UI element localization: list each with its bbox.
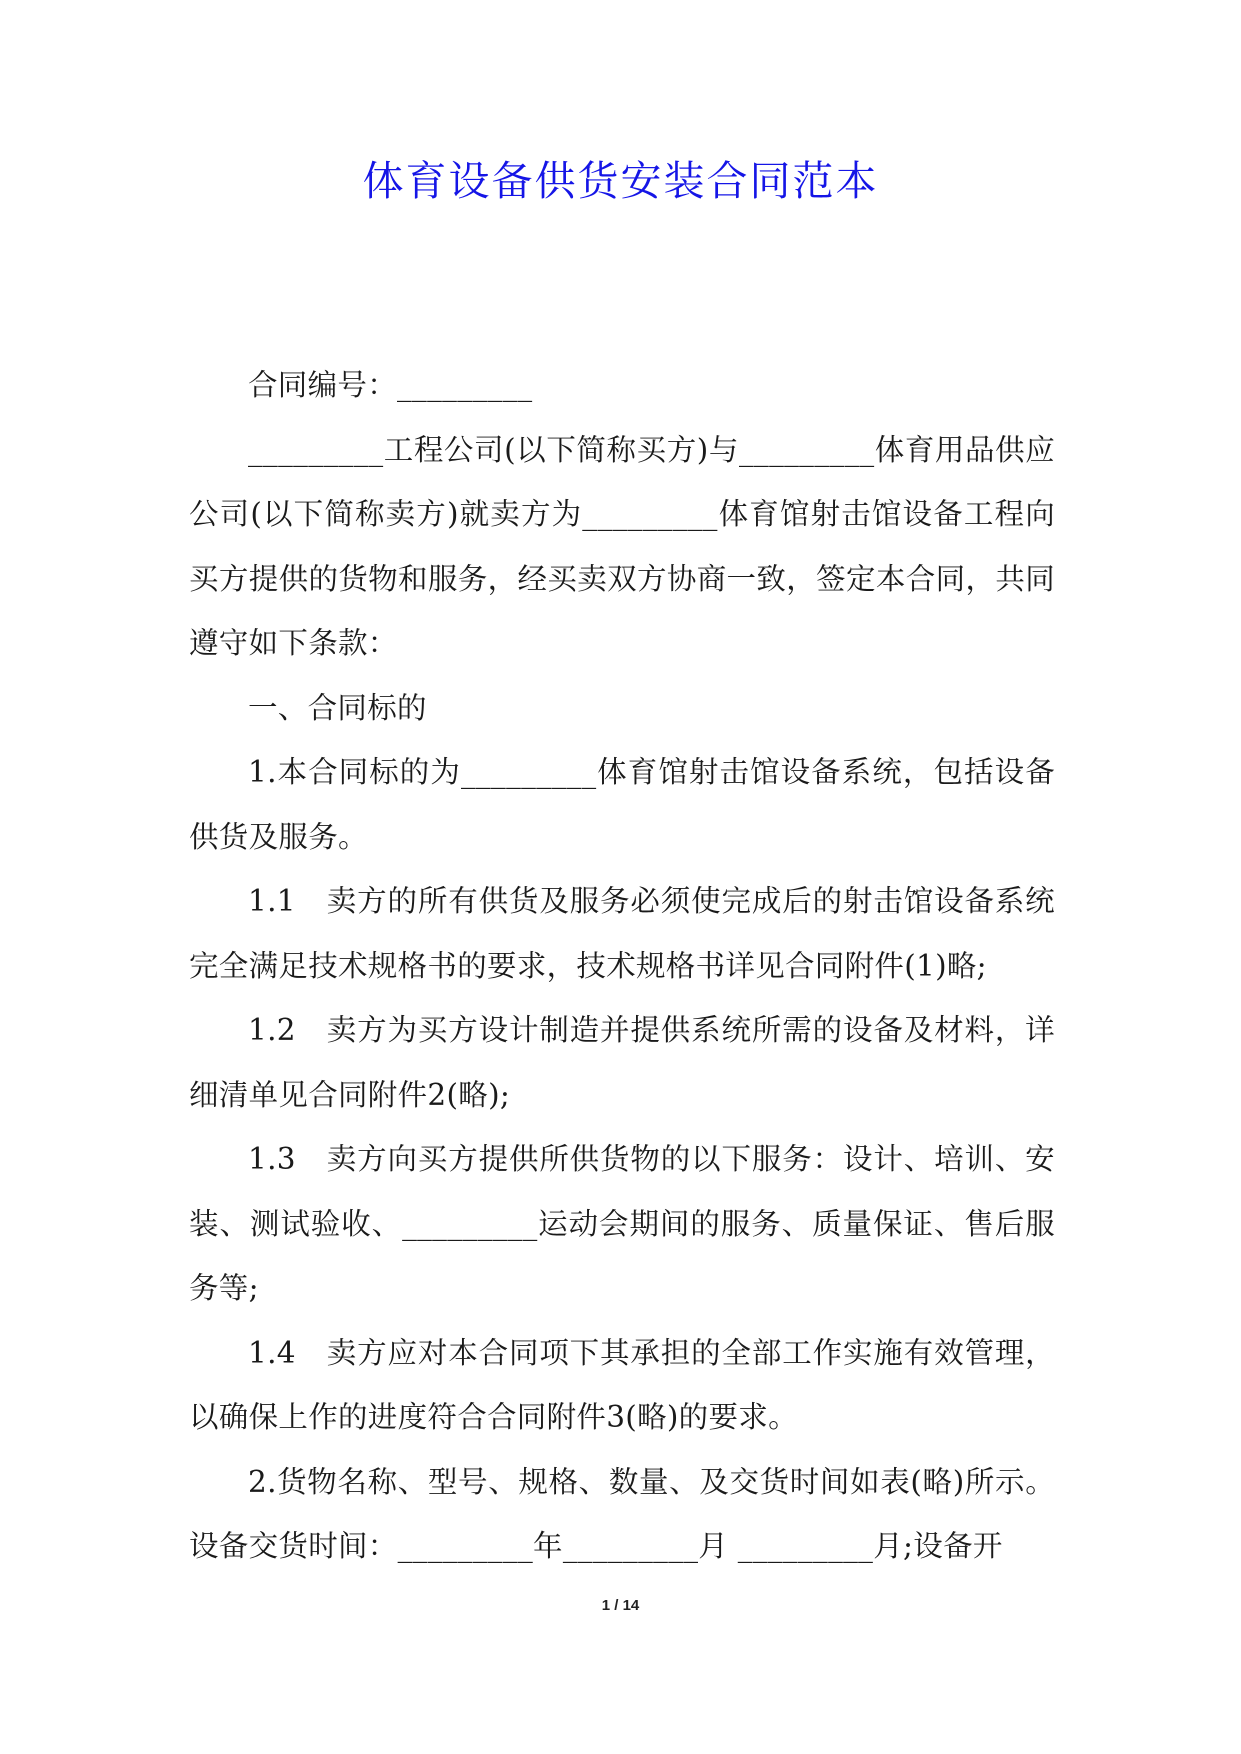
clause-2: 2.货物名称、型号、规格、数量、及交货时间如表(略)所示。设备交货时间：_________年_________月 _________月;设备开 [189,1464,1055,1563]
clause-1-2: 1.2 卖方为买方设计制造并提供系统所需的设备及材料，详细清单见合同附件2(略); [189,1013,1055,1112]
preamble-paragraph: _________工程公司(以下简称买方)与_________体育用品供应公司(以下简称卖方)就卖方为_________体育馆射击馆设备工程向买方提供的货物和服务，经买卖双方协商一致，签定本合同，共同遵守如下条款： [189,432,1055,660]
document-body [189,353,1055,1579]
document-title: 体育设备供货安装合同范本 [362,157,879,205]
clause-1-3: 1.3 卖方向买方提供所供货物的以下服务：设计、培训、安装、测试验收、_________运动会期间的服务、质量保证、售后服务等; [189,1142,1055,1305]
clause-1-4: 1.4 卖方应对本合同项下其承担的全部工作实施有效管理，以确保上作的进度符合合同附件3(略)的要求。 [189,1335,1055,1434]
page-number: 1 / 14 [601,1597,640,1614]
section-heading-contract-subject: 一、合同标的 [248,690,427,725]
clause-1-1: 1.1 卖方的所有供货及服务必须使完成后的射击馆设备系统完全满足技术规格书的要求，技术规格书详见合同附件(1)略; [189,884,1055,983]
clause-1: 1.本合同标的为_________体育馆射击馆设备系统，包括设备供货及服务。 [189,755,1055,854]
contract-number-line: 合同编号：_________ [248,368,533,402]
